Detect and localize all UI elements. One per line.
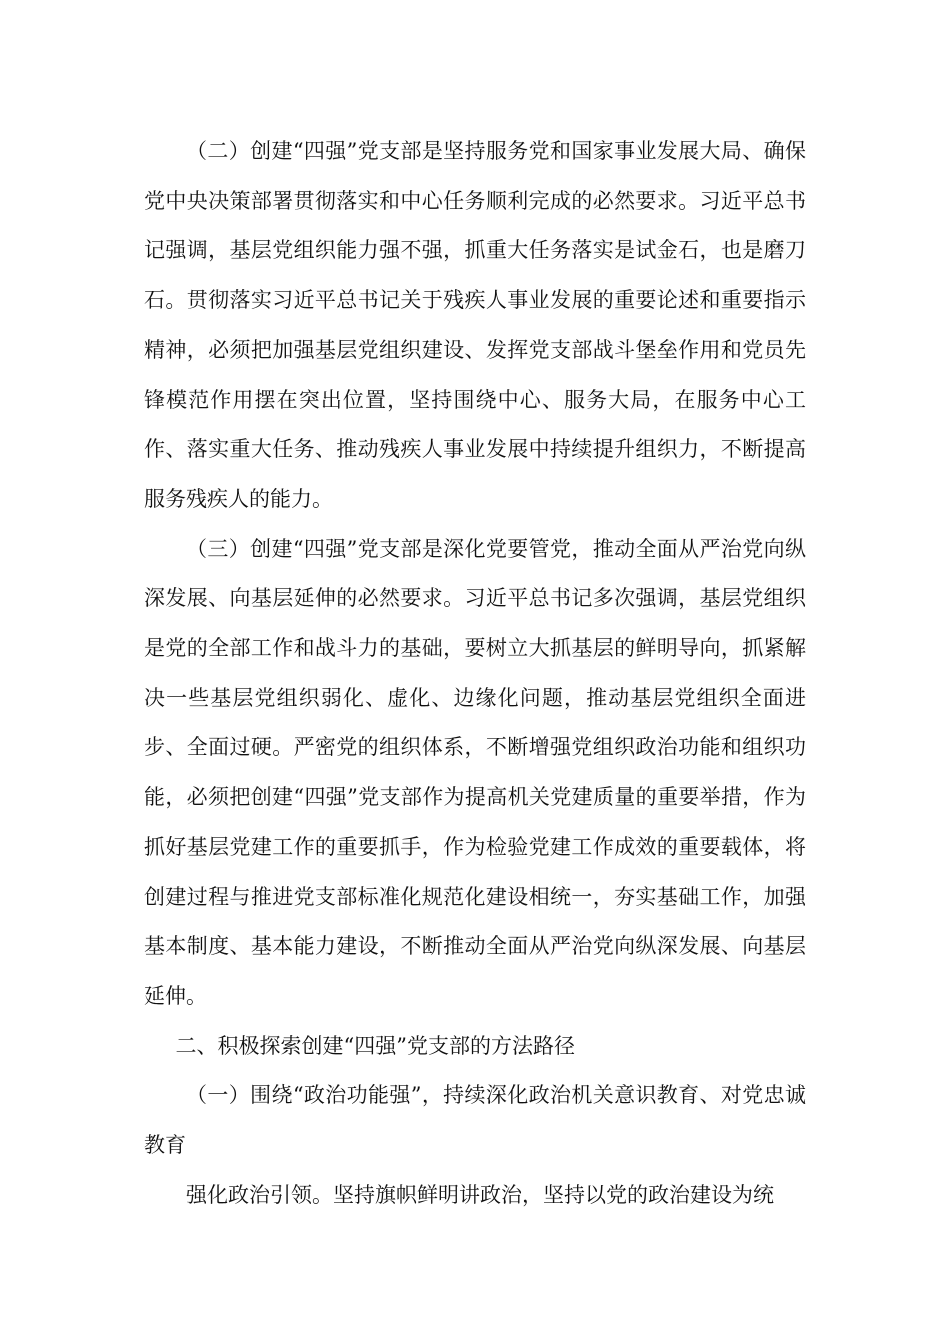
- subsection-heading: （一）围绕“政治功能强”，持续深化政治机关意识教育、对党忠诚教育: [144, 1083, 806, 1158]
- paragraph-political-guidance: 强化政治引领。坚持旗帜鲜明讲政治，坚持以党的政治建设为统: [186, 1182, 774, 1207]
- paragraph-section-2: （二）创建“四强”党支部是坚持服务党和国家事业发展大局、确保党中央决策部署贯彻落实和中心任务顺利完成的必然要求。习近平总书记强调，基层党组织能力强不强，抓重大任务落实是试金石，也是磨刀石。贯彻落实习近平总书记关于残疾人事业发展的重要论述和重要指示精神，必须把加强基层党组织建设、发挥党支部战斗堡垒作用和党员先锋模范作用摆在突出位置，坚持围绕中心、服务大局，在服务中心工作、落实重大任务、推动残疾人事业发展中持续提升组织力，不断提高服务残疾人的能力。: [144, 139, 806, 511]
- section-heading: 二、积极探索创建“四强”党支部的方法路径: [175, 1033, 575, 1058]
- document-body: [144, 127, 806, 1220]
- paragraph-section-3: （三）创建“四强”党支部是深化党要管党，推动全面从严治党向纵深发展、向基层延伸的必然要求。习近平总书记多次强调，基层党组织是党的全部工作和战斗力的基础，要树立大抓基层的鲜明导向，抓紧解决一些基层党组织弱化、虚化、边缘化问题，推动基层党组织全面进步、全面过硬。严密党的组织体系，不断增强党组织政治功能和组织功能，必须把创建“四强”党支部作为提高机关党建质量的重要举措，作为抓好基层党建工作的重要抓手，作为检验党建工作成效的重要载体，将创建过程与推进党支部标准化规范化建设相统一，夯实基础工作，加强基本制度、基本能力建设，不断推动全面从严治党向纵深发展、向基层延伸。: [144, 536, 806, 1008]
